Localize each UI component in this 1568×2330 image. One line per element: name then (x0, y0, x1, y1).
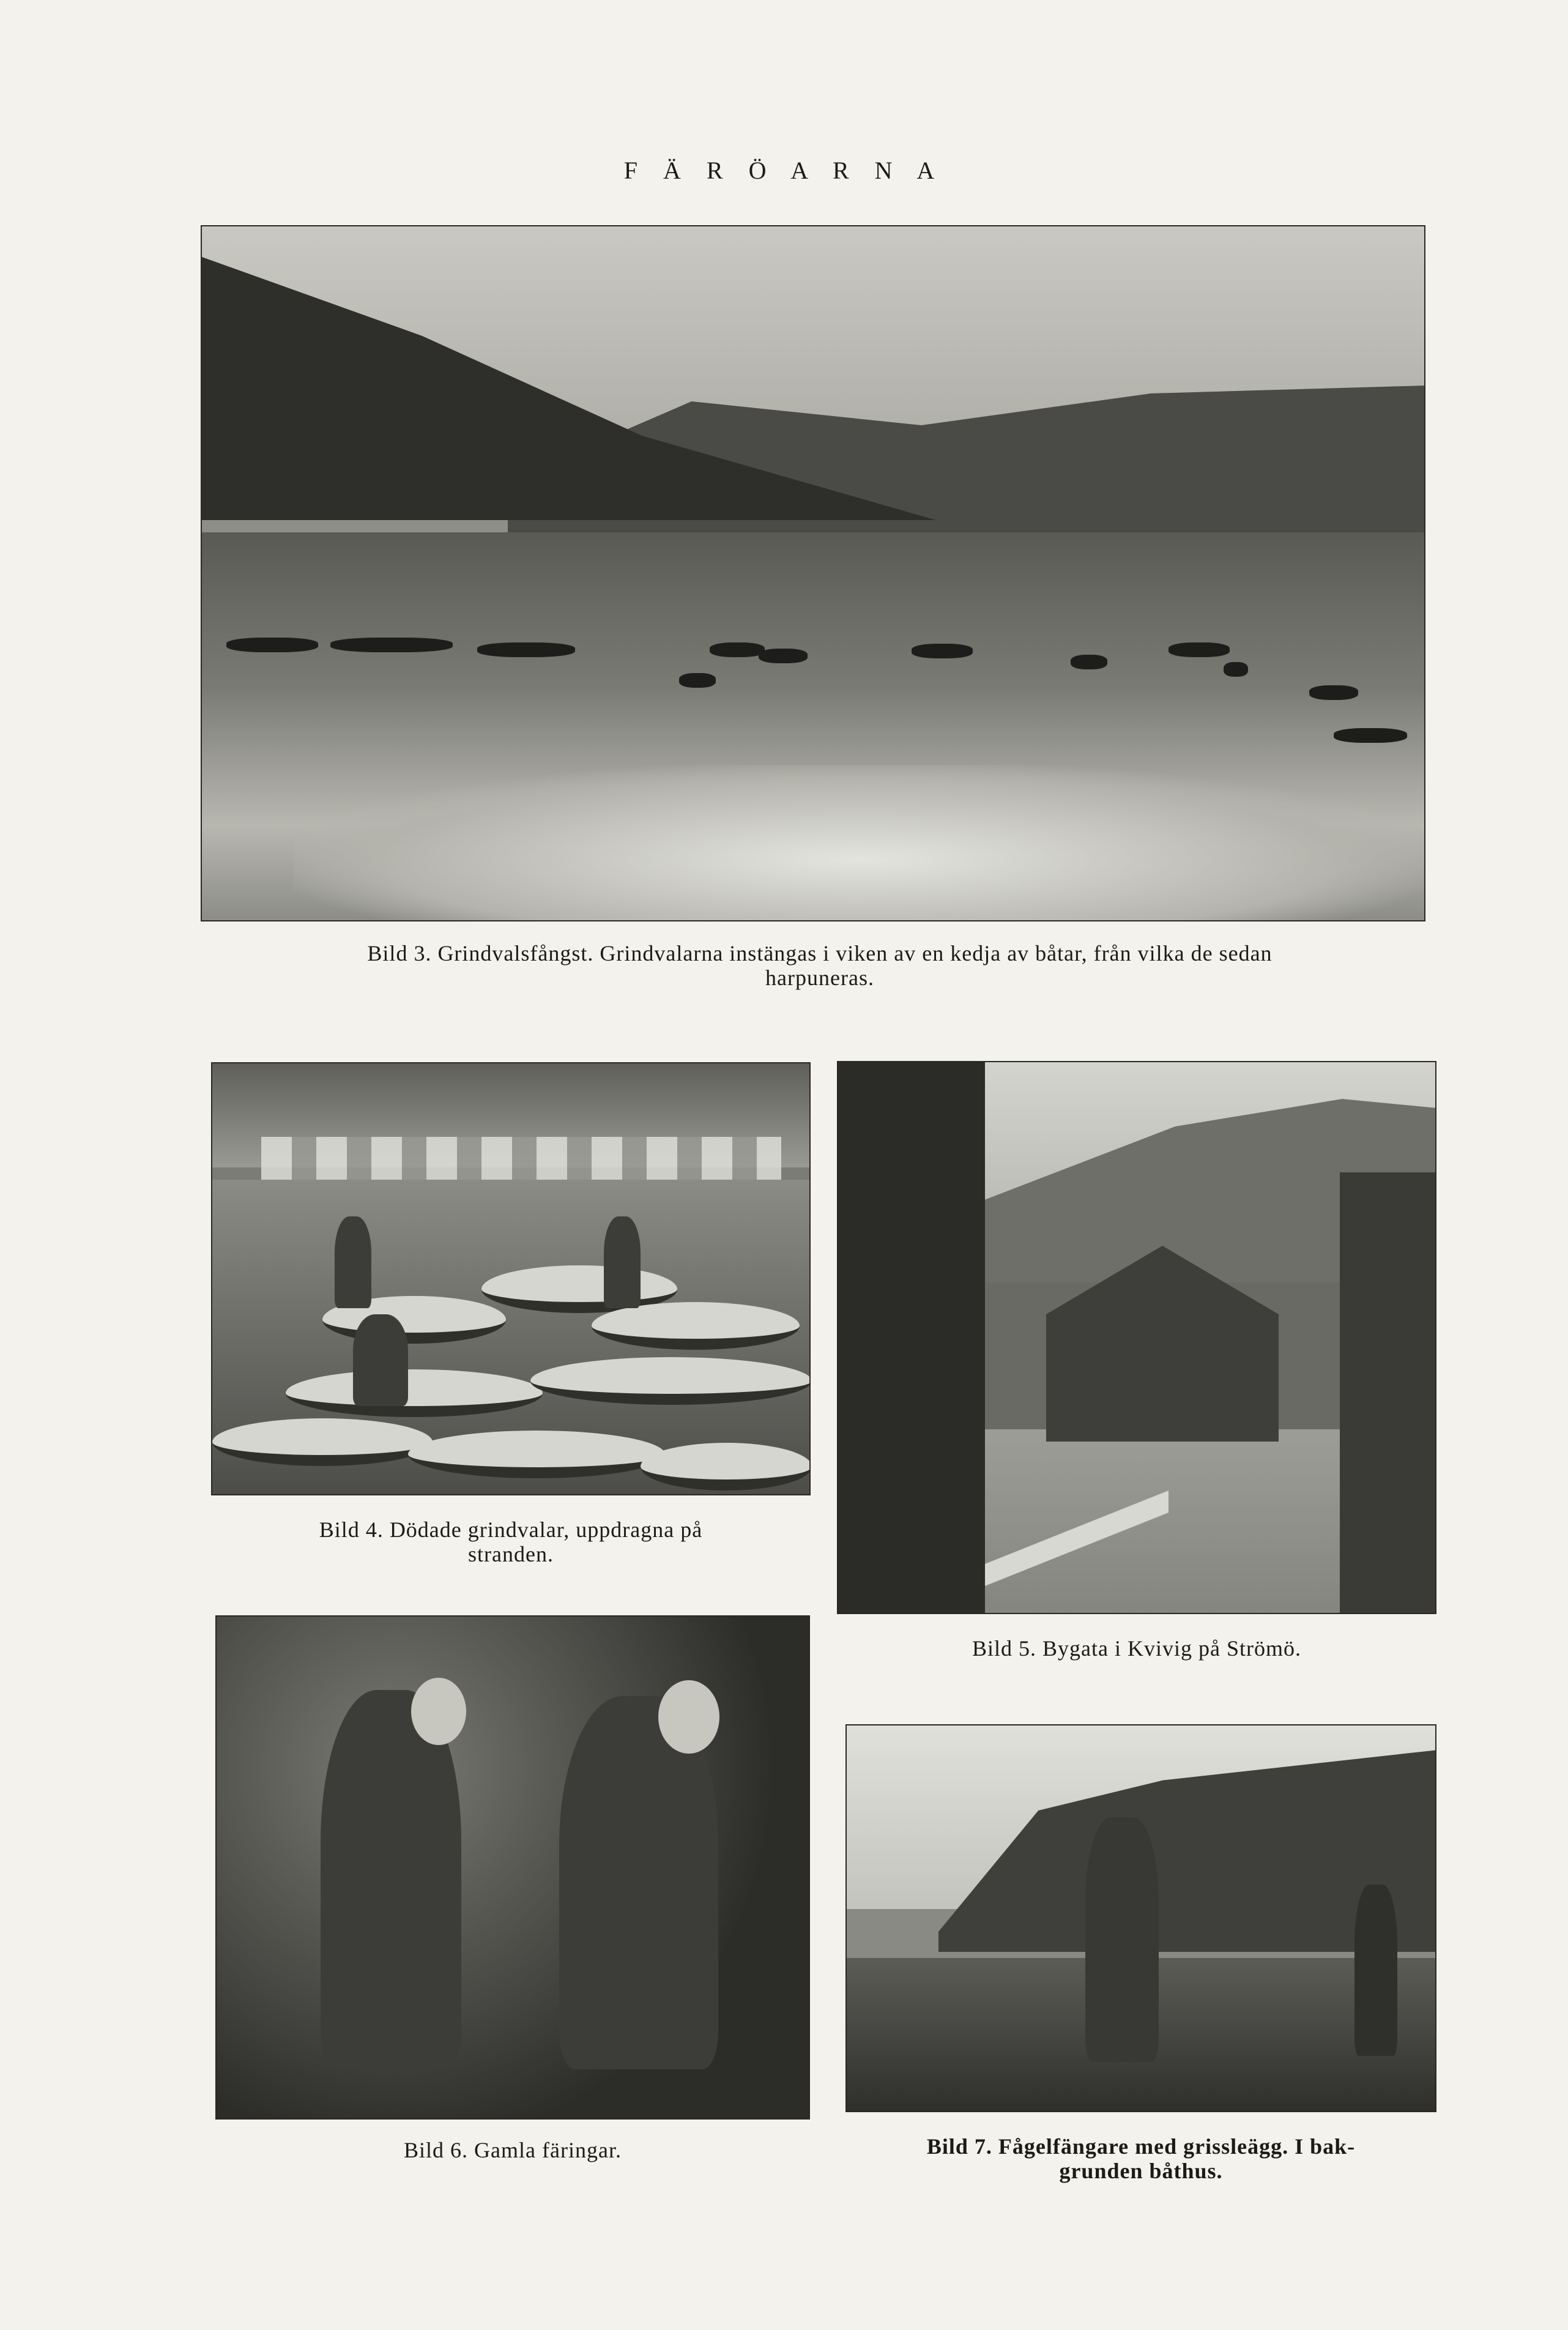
figure-person (604, 1216, 641, 1308)
whale (641, 1443, 811, 1491)
caption-line: Bild 6. Gamla färingar. (404, 2138, 622, 2162)
figure-person (353, 1314, 408, 1406)
whale (212, 1418, 433, 1466)
boat (330, 638, 453, 652)
photo-foam-whales (294, 765, 1425, 921)
photo-old-faroese-men (215, 1615, 810, 2120)
caption-bild-6 (215, 2138, 810, 2162)
caption-line: stranden. (468, 1542, 554, 1566)
caption-line: Bild 3. Grindvalsfångst. Grindvalarna instängas i viken av en kedja av båtar, från vilka de sedan (367, 941, 1273, 966)
photo-whale-hunt-fjord (201, 225, 1425, 921)
boat (1169, 642, 1230, 657)
caption-line: Bild 7. Fågelfängare med grissleägg. I bak- (926, 2134, 1356, 2159)
caption-line: Bild 5. Bygata i Kvivig på Strömö. (972, 1636, 1301, 1661)
boat (226, 638, 318, 652)
whale (530, 1357, 811, 1405)
caption-line: harpuneras. (765, 966, 874, 990)
figure-face (411, 1678, 466, 1745)
photo-barn-right (1340, 1172, 1436, 1614)
boat (912, 644, 973, 658)
photo-road (960, 1429, 1389, 1614)
boat (1309, 685, 1358, 700)
whale (408, 1431, 665, 1478)
caption-bild-3 (208, 941, 1432, 990)
photo-village-street (837, 1061, 1436, 1614)
caption-bild-7 (845, 2134, 1436, 2183)
boat (759, 649, 808, 663)
photo-background (217, 1617, 809, 2118)
figure-boy (1354, 1885, 1397, 2056)
caption-line: Bild 4. Dödade grindvalar, uppdragna på (319, 1517, 703, 1542)
boat (710, 642, 765, 657)
boat (477, 642, 575, 657)
caption-bild-5 (837, 1636, 1436, 1661)
figure-person (335, 1216, 371, 1308)
photo-barn-left (838, 1062, 985, 1614)
whale (592, 1302, 800, 1350)
whale (286, 1369, 543, 1417)
figure-man-left (321, 1690, 461, 2069)
photo-village-houses (261, 1137, 781, 1180)
figure-face (658, 1680, 719, 1754)
photo-bird-catcher (845, 1724, 1436, 2112)
boat (1071, 655, 1107, 669)
figure-fowler (1085, 1817, 1159, 2062)
boat (679, 673, 716, 688)
page-title: F Ä R Ö A R N A (623, 157, 945, 184)
caption-line: grunden båthus. (1059, 2159, 1223, 2183)
photo-dead-whales (211, 1062, 811, 1495)
boat (1334, 728, 1407, 743)
caption-bild-4 (211, 1517, 811, 1566)
boat (1224, 662, 1248, 677)
